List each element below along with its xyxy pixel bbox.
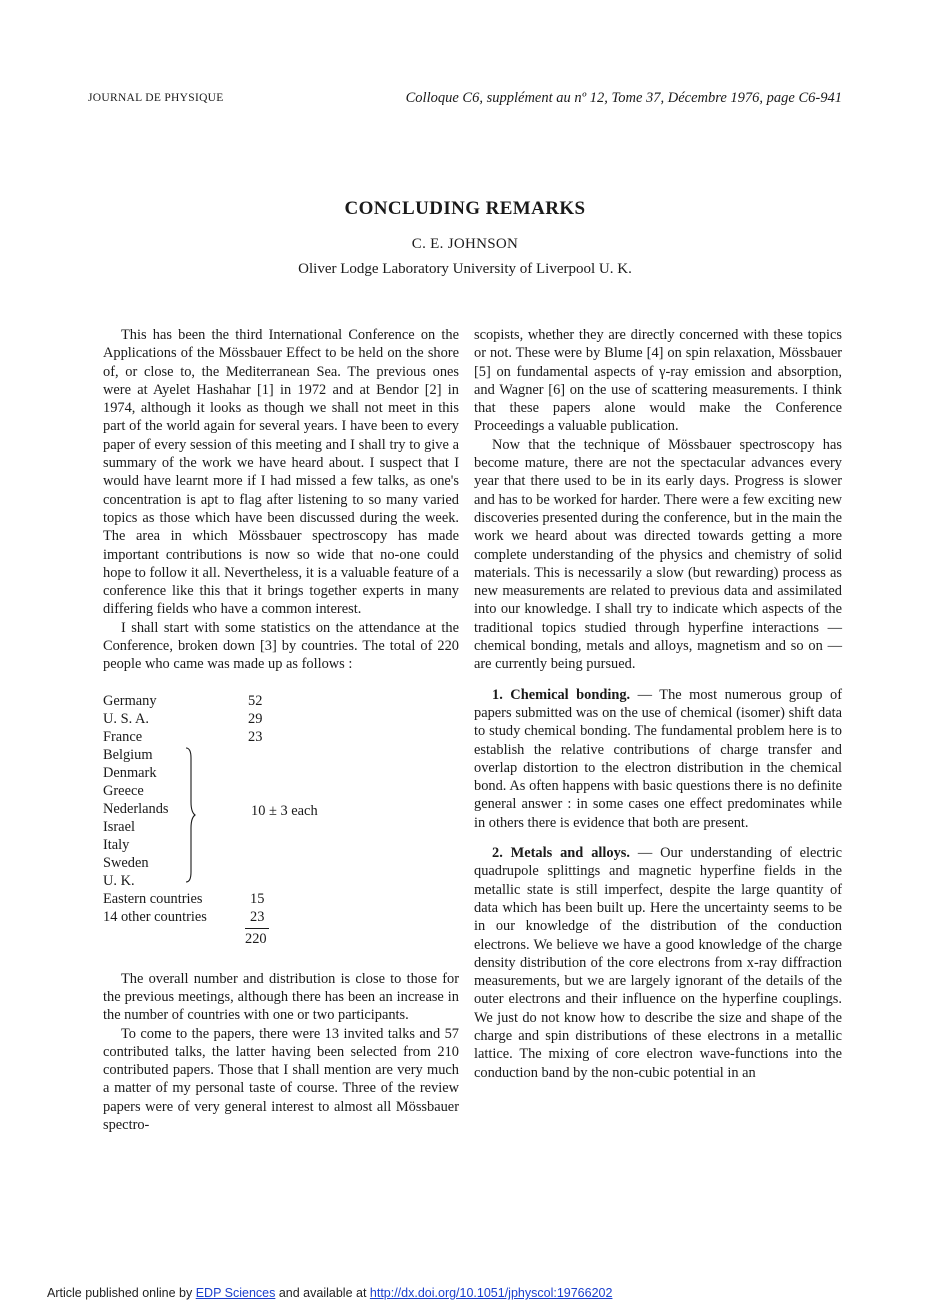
- footer-prefix: Article published online by: [47, 1286, 196, 1300]
- paper-title: CONCLUDING REMARKS: [344, 198, 586, 219]
- running-header: [88, 90, 842, 110]
- country-name: France: [103, 728, 143, 745]
- country-name: U. K.: [103, 872, 135, 889]
- author-name: C. E. JOHNSON: [411, 236, 519, 252]
- table-row: [103, 728, 443, 746]
- total-count: 220: [245, 930, 267, 947]
- table-row: [103, 692, 443, 710]
- section-text: — Our understanding of electric quadrupole splittings and magnetic hyperfine fields in the metallic state is still imperfect, despite the large quantity of data which has been built up. Here the uncertainty seems to be in our knowledge of the distribution of the conduction electrons. We believe we have a good knowledge of the charge density distribution of the core electrons from x-ray diffraction measurements, but we are largely ignorant of the details of the outer electrons and their influence on the hyperfine couplings. We just do not know how to describe the size and shape of the charge and spin distributions of these electrons in a metallic lattice. The mixing of core electron wave-functions into the conduction band by the non-cubic potential in an: [474, 845, 842, 1081]
- country-count: 15: [250, 890, 265, 907]
- total-rule: [245, 928, 269, 929]
- section-metals-alloys: [474, 844, 842, 1082]
- group-brace: [183, 746, 197, 884]
- country-name: Israel: [103, 818, 135, 835]
- table-row: [103, 764, 443, 782]
- country-name: Sweden: [103, 854, 149, 871]
- right-column: [474, 326, 842, 1082]
- table-row: [103, 890, 443, 908]
- table-row: [103, 782, 443, 800]
- country-name: Nederlands: [103, 800, 169, 817]
- country-name: Germany: [103, 692, 157, 709]
- table-row: [103, 908, 443, 926]
- paragraph: scopists, whether they are directly concerned with these topics or not. These were by Blume [4] on spin relaxation, Mössbauer [5] on fundamental aspects of γ-ray emission and absorption, and Wagner [6] on the use of scattering measurements. I think that these papers alone would make the Conference Proceedings a valuable publication.: [474, 327, 842, 435]
- country-name: Italy: [103, 836, 130, 853]
- author-affiliation: Oliver Lodge Laboratory University of Liverpool U. K.: [298, 261, 632, 277]
- left-column: [103, 326, 459, 1134]
- table-row: [103, 854, 443, 872]
- section-heading: 2. Metals and alloys.: [492, 845, 630, 862]
- country-name: Eastern countries: [103, 890, 203, 907]
- paragraph: Now that the technique of Mössbauer spectroscopy has become mature, there are not the spectacular advances every year that there used to be in its early days. Progress is slower and has to be worked for harder. There were a few exciting new discoveries presented during the conference, but in the main the work we heard about was directed towards getting a more complete understanding of the physics and chemistry of solid materials. This is necessarily a slow (but rewarding) process as new measurements are related to previous data and assimilated into our knowledge. I shall try to indicate which aspects of the traditional topics studied through hyperfine interactions — chemical bonding, metals and alloys, magnetism and so on — are currently being pursued.: [474, 436, 842, 673]
- country-name: Belgium: [103, 746, 153, 763]
- country-name: Denmark: [103, 764, 157, 781]
- publisher-link[interactable]: EDP Sciences: [195, 1286, 276, 1300]
- group-count: 10 ± 3 each: [251, 802, 318, 819]
- paragraph: This has been the third International Conference on the Applications of the Mössbauer Effect to be held on the shore of, or close to, the Mediterranean Sea. The previous ones were at Ayelet Hashahar [1] in 1972 and at Bendor [2] in 1974, although it looks as though we shall not meet in this part of the world again for several years. I have been to every paper of every session of this meeting and I shall try to give a summary of the work we have heard about. I suspect that I would have learnt more if I had missed a few talks, as one's concentration is apt to flag after listening to so many varied topics as those which have been discussed during the week. The area in which Mössbauer spectroscopy has made important contributions is now so wide that no-one could hope to follow it all. Nevertheless, it is a valuable feature of a conference like this that it brings together experts in many differing fields who have a common interest.: [103, 327, 459, 618]
- country-name: U. S. A.: [103, 710, 149, 727]
- footer-middle: and available at: [275, 1286, 370, 1300]
- country-name: 14 other countries: [103, 908, 207, 925]
- journal-name: JOURNAL DE PHYSIQUE: [88, 92, 224, 104]
- section-heading: 1. Chemical bonding.: [492, 686, 631, 703]
- doi-link[interactable]: http://dx.doi.org/10.1051/jphyscol:19766202: [369, 1286, 613, 1300]
- section-text: — The most numerous group of papers submitted was on the use of chemical (isomer) shift data to study chemical bonding. The fundamental problem here is to establish the relative contributions of charge transfer and overlap distortion to the electron distribution in the chemical bond. As often happens with basic questions there is no definite general answer : in some cases one effect predominates while in others there is evidence that both are present.: [474, 686, 842, 831]
- country-count: 52: [248, 692, 263, 709]
- publication-footer: [47, 1286, 612, 1300]
- attendance-table: [103, 692, 459, 954]
- country-count: 29: [248, 710, 263, 727]
- table-row: [103, 872, 443, 890]
- table-row: [103, 746, 443, 764]
- paragraph: The overall number and distribution is close to those for the previous meetings, although there has been an increase in the number of countries with one or two participants.: [103, 970, 459, 1024]
- issue-info: Colloque C6, supplément au nº 12, Tome 37, Décembre 1976, page C6-941: [405, 90, 842, 106]
- table-row: [103, 710, 443, 728]
- section-chemical-bonding: [474, 686, 842, 832]
- paragraph: To come to the papers, there were 13 invited talks and 57 contributed talks, the latter having been selected from 210 contributed papers. Those that I shall mention are very much a matter of my personal taste of course. Three of the review papers were of very general interest to almost all Mössbauer spectro-: [103, 1025, 459, 1134]
- paragraph: I shall start with some statistics on the attendance at the Conference, broken down [3] by countries. The total of 220 people who came was made up as follows :: [103, 619, 459, 673]
- country-name: Greece: [103, 782, 144, 799]
- table-row: [103, 836, 443, 854]
- country-count: 23: [250, 908, 265, 925]
- country-count: 23: [248, 728, 263, 745]
- table-row: [103, 818, 443, 836]
